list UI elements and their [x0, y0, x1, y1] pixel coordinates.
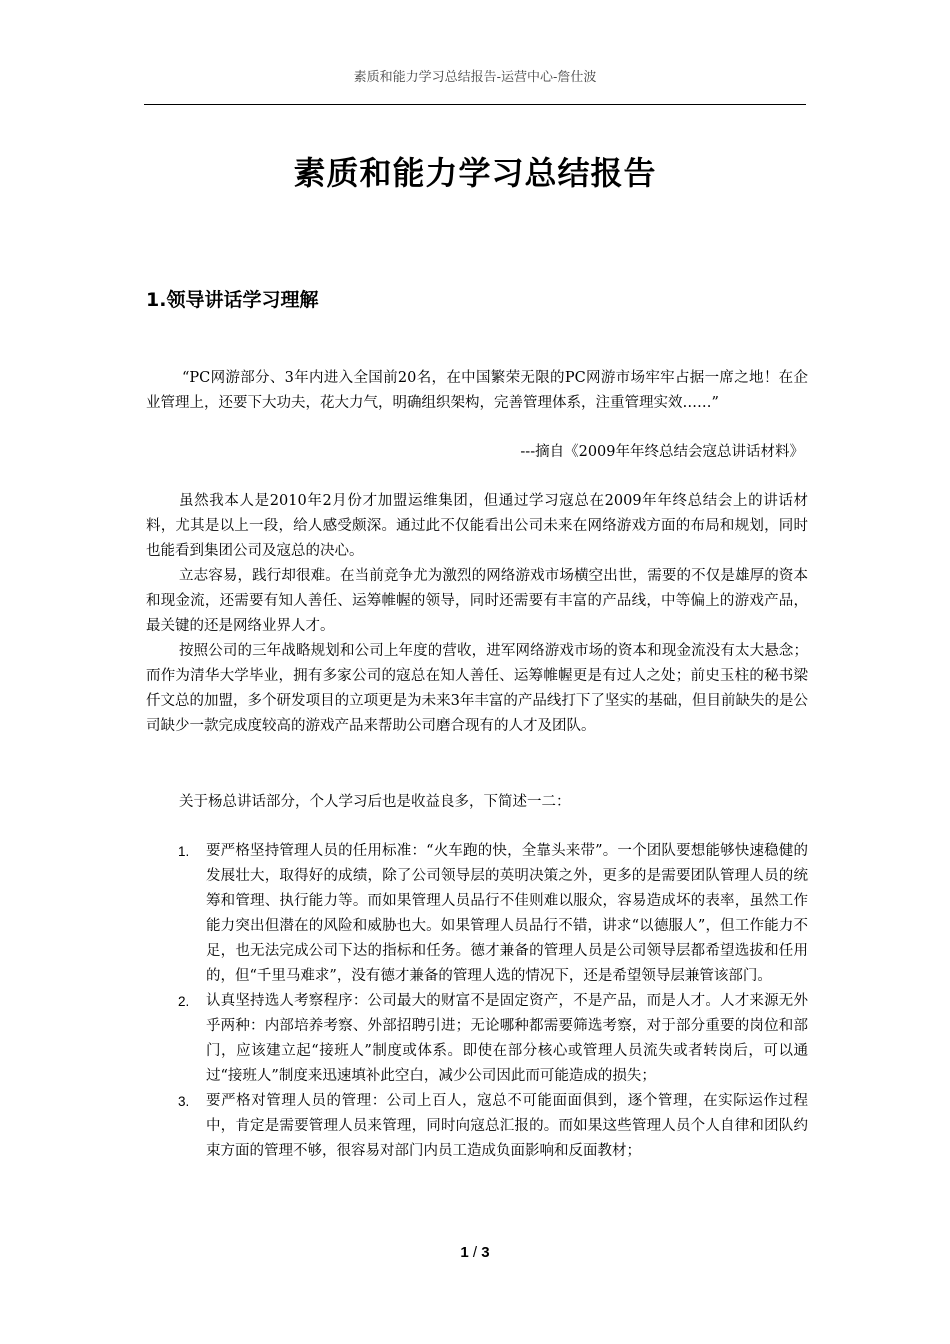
page-separator: /: [468, 1244, 482, 1261]
document-title: 素质和能力学习总结报告: [293, 154, 657, 192]
section-heading: 1.领导讲话学习理解: [146, 289, 319, 311]
paragraph: 立志容易，践行却很难。在当前竞争尤为激烈的网络游戏市场横空出世，需要的不仅是雄厚的资本和现金流，还需要有知人善任、运筹帷幄的领导，同时还需要有丰富的产品线，中等偏上的游戏产品，最关键的还是网络业界人才。: [146, 568, 808, 634]
current-page: 1: [460, 1244, 469, 1261]
header-divider: [144, 104, 806, 105]
list-item-text: 要严格对管理人员的管理：公司上百人，寇总不可能面面俱到，逐个管理，在实际运作过程中，肯定是需要管理人员来管理，同时向寇总汇报的。而如果这些管理人员个人自律和团队约束方面的管理不够，很容易对部门内员工造成负面影响和反面教材；: [206, 1093, 808, 1159]
page-number: [0, 1244, 950, 1261]
list-item: [146, 839, 808, 989]
numbered-list: [146, 839, 808, 1164]
leader-quote: “PC网游部分、3年内进入全国前20名，在中国繁荣无限的PC网游市场牢牢占据一席之地！在企业管理上，还要下大功夫，花大力气，明确组织架构，完善管理体系，注重管理实效……”: [146, 370, 808, 411]
list-item-number: 2.: [178, 994, 190, 1009]
body-paragraphs: [146, 489, 808, 739]
list-item-number: 3.: [178, 1094, 190, 1109]
list-intro-paragraph: 关于杨总讲话部分，个人学习后也是收益良多，下简述一二：: [179, 794, 571, 810]
list-item: [146, 1089, 808, 1164]
list-item-text: 认真坚持选人考察程序：公司最大的财富不是固定资产，不是产品，而是人才。人才来源无外乎两种：内部培养考察、外部招聘引进；无论哪种都需要筛选考察，对于部分重要的岗位和部门，应该建立起“接班人”制度或体系。即使在部分核心或管理人员流失或者转岗后，可以通过“接班人”制度来迅速填补此空白，减少公司因此而可能造成的损失；: [206, 993, 808, 1084]
total-pages: 3: [481, 1244, 490, 1261]
paragraph: 按照公司的三年战略规划和公司上年度的营收，进军网络游戏市场的资本和现金流没有太大悬念；而作为清华大学毕业，拥有多家公司的寇总在知人善任、运筹帷幄更是有过人之处；前史玉柱的秘书梁仟文总的加盟，多个研发项目的立项更是为未来3年丰富的产品线打下了坚实的基础，但目前缺失的是公司缺少一款完成度较高的游戏产品来帮助公司磨合现有的人才及团队。: [146, 643, 808, 734]
list-item-number: 1.: [178, 844, 190, 859]
list-item-text: 要严格坚持管理人员的任用标准：“火车跑的快，全靠头来带”。一个团队要想能够快速稳健的发展壮大，取得好的成绩，除了公司领导层的英明决策之外，更多的是需要团队管理人员的统筹和管理、执行能力等。而如果管理人员品行不佳则难以服众，容易造成坏的表率，虽然工作能力突出但潜在的风险和威胁也大。如果管理人员品行不错，讲求“以德服人”，但工作能力不足，也无法完成公司下达的指标和任务。德才兼备的管理人员是公司领导层都希望选拔和任用的，但“千里马难求”，没有德才兼备的管理人选的情况下，还是希望领导层兼管该部门。: [206, 843, 808, 984]
quote-source: ---摘自《2009年年终总结会寇总讲话材料》: [520, 444, 804, 460]
paragraph: 虽然我本人是2010年2月份才加盟运维集团，但通过学习寇总在2009年年终总结会上的讲话材料，尤其是以上一段，给人感受颇深。通过此不仅能看出公司未来在网络游戏方面的布局和规划，同时也能看到集团公司及寇总的决心。: [146, 493, 808, 559]
list-item: [146, 989, 808, 1089]
running-header: 素质和能力学习总结报告-运营中心-詹仕波: [353, 70, 597, 85]
